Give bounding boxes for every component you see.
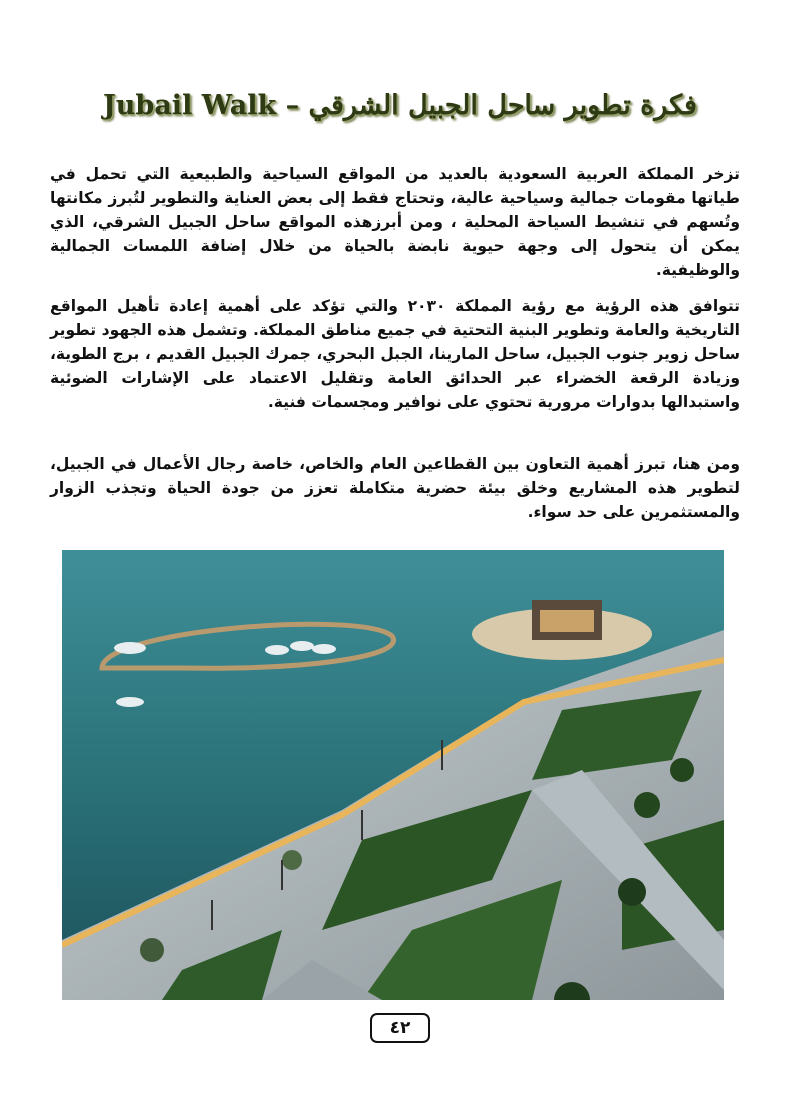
page-number: ٤٢ xyxy=(370,1013,430,1043)
paragraph-vision-2030: تتوافق هذه الرؤية مع رؤية المملكة ٢٠٣٠ والتي تؤكد على أهمية إعادة تأهيل المواقع التاريخية والعامة وتطوير البنية التحتية في جميع مناطق المملكة. وتشمل هذه الجهود تطوير ساحل زوير جنوب الجبيل، ساحل المارينا، الجبل البحري، جمرك الجبيل القديم ، برج الطوية، وزيادة الرقعة الخضراء عبر الحدائق العامة وتقليل الاعتماد على الإشارات الضوئية واستبدالها بدوارات مرورية تحتوي على نوافير ومجسمات فنية. xyxy=(50,297,741,411)
waterfront-rendering-image xyxy=(62,550,724,1000)
paragraph-intro: تزخر المملكة العربية السعودية بالعديد من المواقع السياحية والطبيعية التي تحمل في طياتها مقومات جمالية وسياحية عالية، وتحتاج فقط إلى بعض العناية والتطوير لتُبرز مكانتها وتُسهم في تنشيط السياحة المحلية ، ومن أبرزهذه المواقع ساحل الجبيل الشرقي، الذي يمكن أن يتحول إلى وجهة حيوية نابضة بالحياة من خلال إضافة اللمسات الجمالية والوظيفية. xyxy=(50,165,740,279)
paragraph-cooperation: ومن هنا، تبرز أهمية التعاون بين القطاعين العام والخاص، خاصة رجال الأعمال في الجبيل، لتطوير هذه المشاريع وخلق بيئة حضرية متكاملة تعزز من جودة الحياة وتجذب الزوار والمستثمرين على حد سواء. xyxy=(50,455,740,521)
page-title: فكرة تطوير ساحل الجبيل الشرقي – Jubail Walk xyxy=(103,90,697,121)
